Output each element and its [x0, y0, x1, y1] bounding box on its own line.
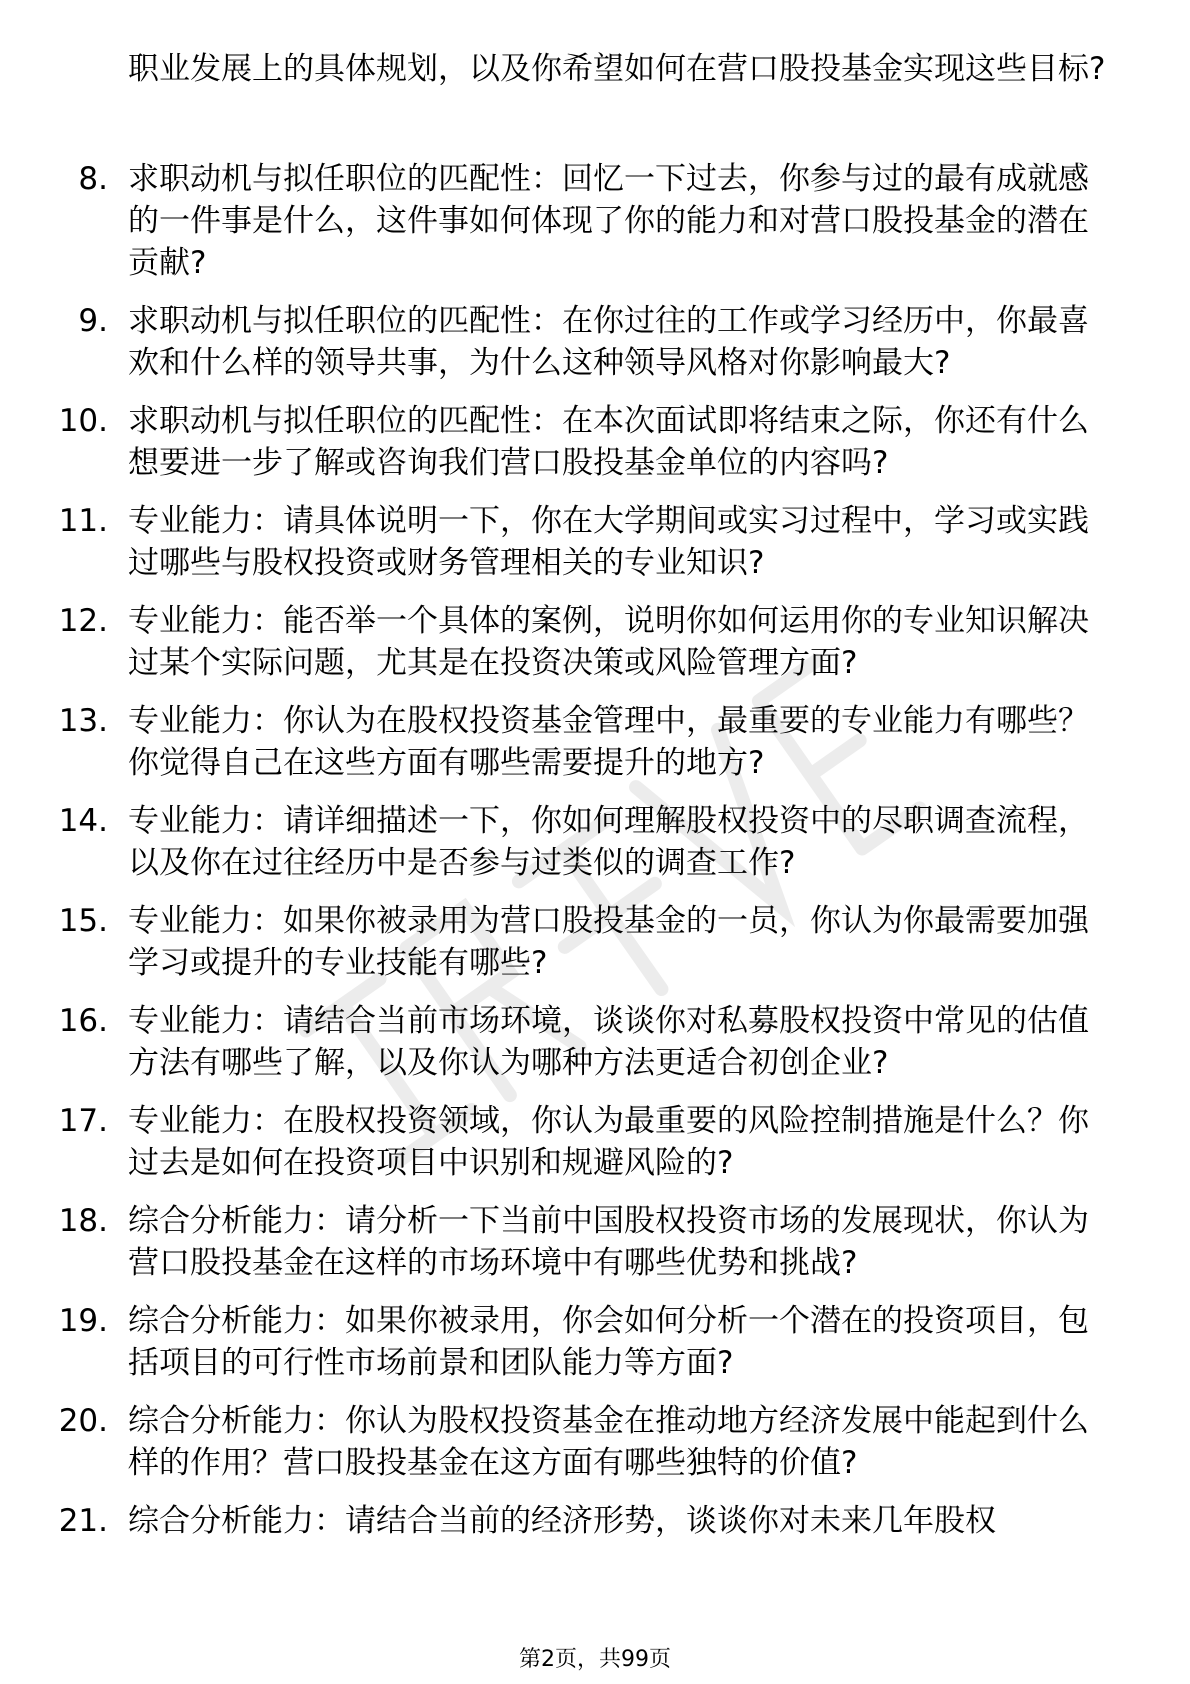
- question-number: 8.: [78, 161, 108, 197]
- question-number: 9.: [78, 303, 108, 339]
- question-item: [0, 1500, 1118, 1542]
- question-text: 综合分析能力：请结合当前的经济形势，谈谈你对未来几年股权: [128, 1503, 996, 1539]
- question-text: 求职动机与拟任职位的匹配性：回忆一下过去，你参与过的最有成就感的一件事是什么，这件事如何体现了你的能力和对营口股投基金的潜在贡献?: [128, 161, 1089, 281]
- question-item: [0, 300, 1118, 384]
- question-item: [0, 900, 1118, 984]
- question-text: 专业能力：如果你被录用为营口股投基金的一员，你认为你最需要加强学习或提升的专业技能有哪些?: [128, 903, 1089, 981]
- question-text: 专业能力：请具体说明一下，你在大学期间或实习过程中，学习或实践过哪些与股权投资或财务管理相关的专业知识?: [128, 503, 1089, 581]
- question-item: [0, 600, 1118, 684]
- question-number: 13.: [58, 703, 108, 739]
- question-text: 综合分析能力：你认为股权投资基金在推动地方经济发展中能起到什么样的作用？营口股投基金在这方面有哪些独特的价值?: [128, 1403, 1089, 1481]
- question-item: [0, 1100, 1118, 1184]
- question-item: [0, 1000, 1118, 1084]
- question-text: 求职动机与拟任职位的匹配性：在你过往的工作或学习经历中，你最喜欢和什么样的领导共事，为什么这种领导风格对你影响最大?: [128, 303, 1089, 381]
- question-text: 综合分析能力：如果你被录用，你会如何分析一个潜在的投资项目，包括项目的可行性市场前景和团队能力等方面?: [128, 1303, 1089, 1381]
- question-item: [0, 1300, 1118, 1384]
- question-number: 19.: [58, 1303, 108, 1339]
- question-item: [0, 1200, 1118, 1284]
- question-text: 专业能力：请结合当前市场环境，谈谈你对私募股权投资中常见的估值方法有哪些了解，以及你认为哪种方法更适合初创企业?: [128, 1003, 1089, 1081]
- question-text: 专业能力：在股权投资领域，你认为最重要的风险控制措施是什么？你过去是如何在投资项目中识别和规避风险的?: [128, 1103, 1089, 1181]
- question-number: 12.: [58, 603, 108, 639]
- question-text: 求职动机与拟任职位的匹配性：在本次面试即将结束之际，你还有什么想要进一步了解或咨询我们营口股投基金单位的内容吗?: [128, 403, 1089, 481]
- question-number: 15.: [58, 903, 108, 939]
- question-item: [0, 700, 1118, 784]
- question-number: 17.: [58, 1103, 108, 1139]
- question-number: 10.: [58, 403, 108, 439]
- question-text: 专业能力：能否举一个具体的案例，说明你如何运用你的专业知识解决过某个实际问题，尤其是在投资决策或风险管理方面?: [128, 603, 1089, 681]
- question-text: 专业能力：你认为在股权投资基金管理中，最重要的专业能力有哪些？你觉得自己在这些方面有哪些需要提升的地方?: [128, 703, 1089, 781]
- question-item: [0, 500, 1118, 584]
- question-item: [0, 400, 1118, 484]
- continuation-text: 职业发展上的具体规划，以及你希望如何在营口股投基金实现这些目标?: [128, 51, 1106, 87]
- question-number: 20.: [58, 1403, 108, 1439]
- question-number: 16.: [58, 1003, 108, 1039]
- question-number: 21.: [58, 1503, 108, 1539]
- question-number: 14.: [58, 803, 108, 839]
- page-number: 第2页，共99页: [519, 1647, 671, 1672]
- question-number: 11.: [58, 503, 108, 539]
- question-number: 18.: [58, 1203, 108, 1239]
- question-item: [0, 158, 1118, 284]
- question-list: [0, 158, 1190, 1558]
- question-text: 综合分析能力：请分析一下当前中国股权投资市场的发展现状，你认为营口股投基金在这样的市场环境中有哪些优势和挑战?: [128, 1203, 1089, 1281]
- question-item: [0, 800, 1118, 884]
- question-text: 专业能力：请详细描述一下，你如何理解股权投资中的尽职调查流程，以及你在过往经历中是否参与过类似的调查工作?: [128, 803, 1089, 881]
- question-item: [0, 1400, 1118, 1484]
